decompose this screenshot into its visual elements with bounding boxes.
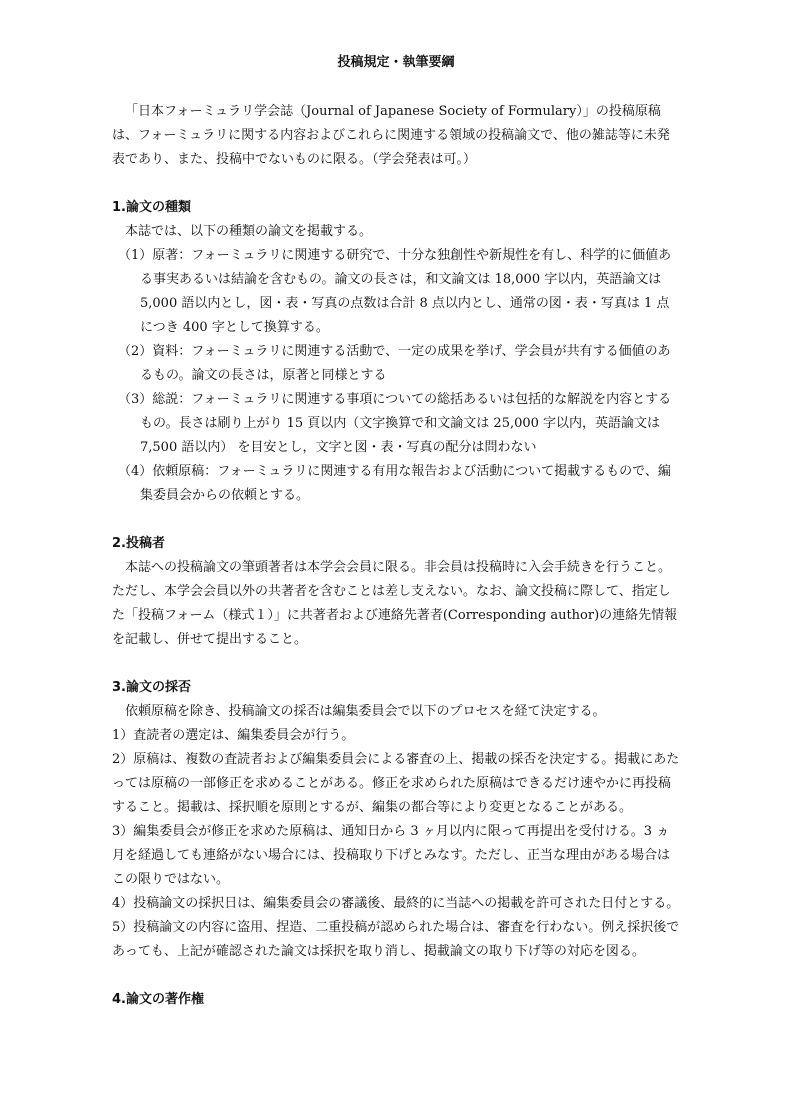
list-item: 3）編集委員会が修正を求めた原稿は、通知日から 3 ヶ月以内に限って再提出を受付ける。3 ヵ月を経過しても連絡がない場合には、投稿取り下げとみなす。ただし、正当な理由がある場合はこの限りではない。 — [112, 824, 670, 887]
list-item: （2）資料：フォーミュラリに関連する活動で、一定の成果を挙げ、学会員が共有する価値のあるもの。論文の長さは，原著と同様とする — [118, 344, 671, 383]
list-item: （4）依頼原稿：フォーミュラリに関連する有用な報告および活動について掲載するもので、編集委員会からの依頼とする。 — [118, 464, 671, 503]
page-title: 投稿規定・執筆要綱 — [337, 55, 455, 70]
list-item: 4）投稿論文の採択日は、編集委員会の審議後、最終的に当誌への掲載を許可された日付とする。 — [112, 896, 680, 911]
section-lead: 本誌への投稿論文の筆頭著者は本学会会員に限る。非会員は投稿時に入会手続きを行うこと。ただし、本学会会員以外の共著者を含むことは差し支えない。なお、論文投稿に際して、指定した「投稿フォーム（様式１）」に共著者および連絡先著者(Corresponding author)の連絡先情報を記載し、併せて提出すること。 — [112, 560, 678, 647]
section-lead: 依頼原稿を除き、投稿論文の採否は編集委員会で以下のプロセスを経て決定する。 — [125, 704, 606, 719]
list-item: 2）原稿は、複数の査読者および編集委員会による審査の上、掲載の採否を決定する。掲載にあたっては原稿の一部修正を求めることがある。修正を求められた原稿はできるだけ速やかに再投稿すること。掲載は、採択順を原則とするが、編集の都合等により変更となることがある。 — [112, 752, 680, 815]
list-item: （3）総説：フォーミュラリに関連する事項についての総括あるいは包括的な解説を内容とするもの。長さは刷り上がり 15 頁以内（文字換算で和文論文は 25,000 字以内，英語論文は 7,500 語以内） を目安とし，文字と図・表・写真の配分は問わない — [118, 392, 672, 455]
section-heading: 2.投稿者 — [112, 536, 165, 551]
section-copyright — [112, 988, 680, 1012]
section-contributors — [112, 532, 680, 652]
section-heading: 4.論文の著作権 — [112, 992, 204, 1007]
list-item: 5）投稿論文の内容に盗用、捏造、二重投稿が認められた場合は、審査を行わない。例え採択後であっても、上記が確認された論文は採択を取り消し、掲載論文の取り下げ等の対応を図る。 — [112, 920, 680, 959]
section-heading: 1.論文の種類 — [112, 200, 191, 215]
section-acceptance — [112, 676, 680, 964]
list-item: （1）原著：フォーミュラリに関連する研究で、十分な独創性や新規性を有し、科学的に価値ある事実あるいは結論を含むもの。論文の長さは，和文論文は 18,000 字以内，英語論文は 5,000 語以内とし，図・表・写真の点数は合計 8 点以内とし、通常の図・表・写真は 1 点につき 400 字として換算する。 — [118, 248, 672, 335]
section-heading: 3.論文の採否 — [112, 680, 191, 695]
section-lead: 本誌では、以下の種類の論文を掲載する。 — [125, 224, 373, 239]
document-page — [112, 52, 680, 1012]
intro-paragraph: 「日本フォーミュラリ学会誌（Journal of Japanese Society of Formulary）」の投稿原稿は、フォーミュラリに関する内容およびこれらに関連する領域の投稿論文で、他の雑誌等に未発表であり、また、投稿中でないものに限る。（学会発表は可。） — [112, 104, 670, 167]
list-item: 1）査読者の選定は、編集委員会が行う。 — [112, 728, 355, 743]
section-paper-types — [112, 196, 680, 508]
